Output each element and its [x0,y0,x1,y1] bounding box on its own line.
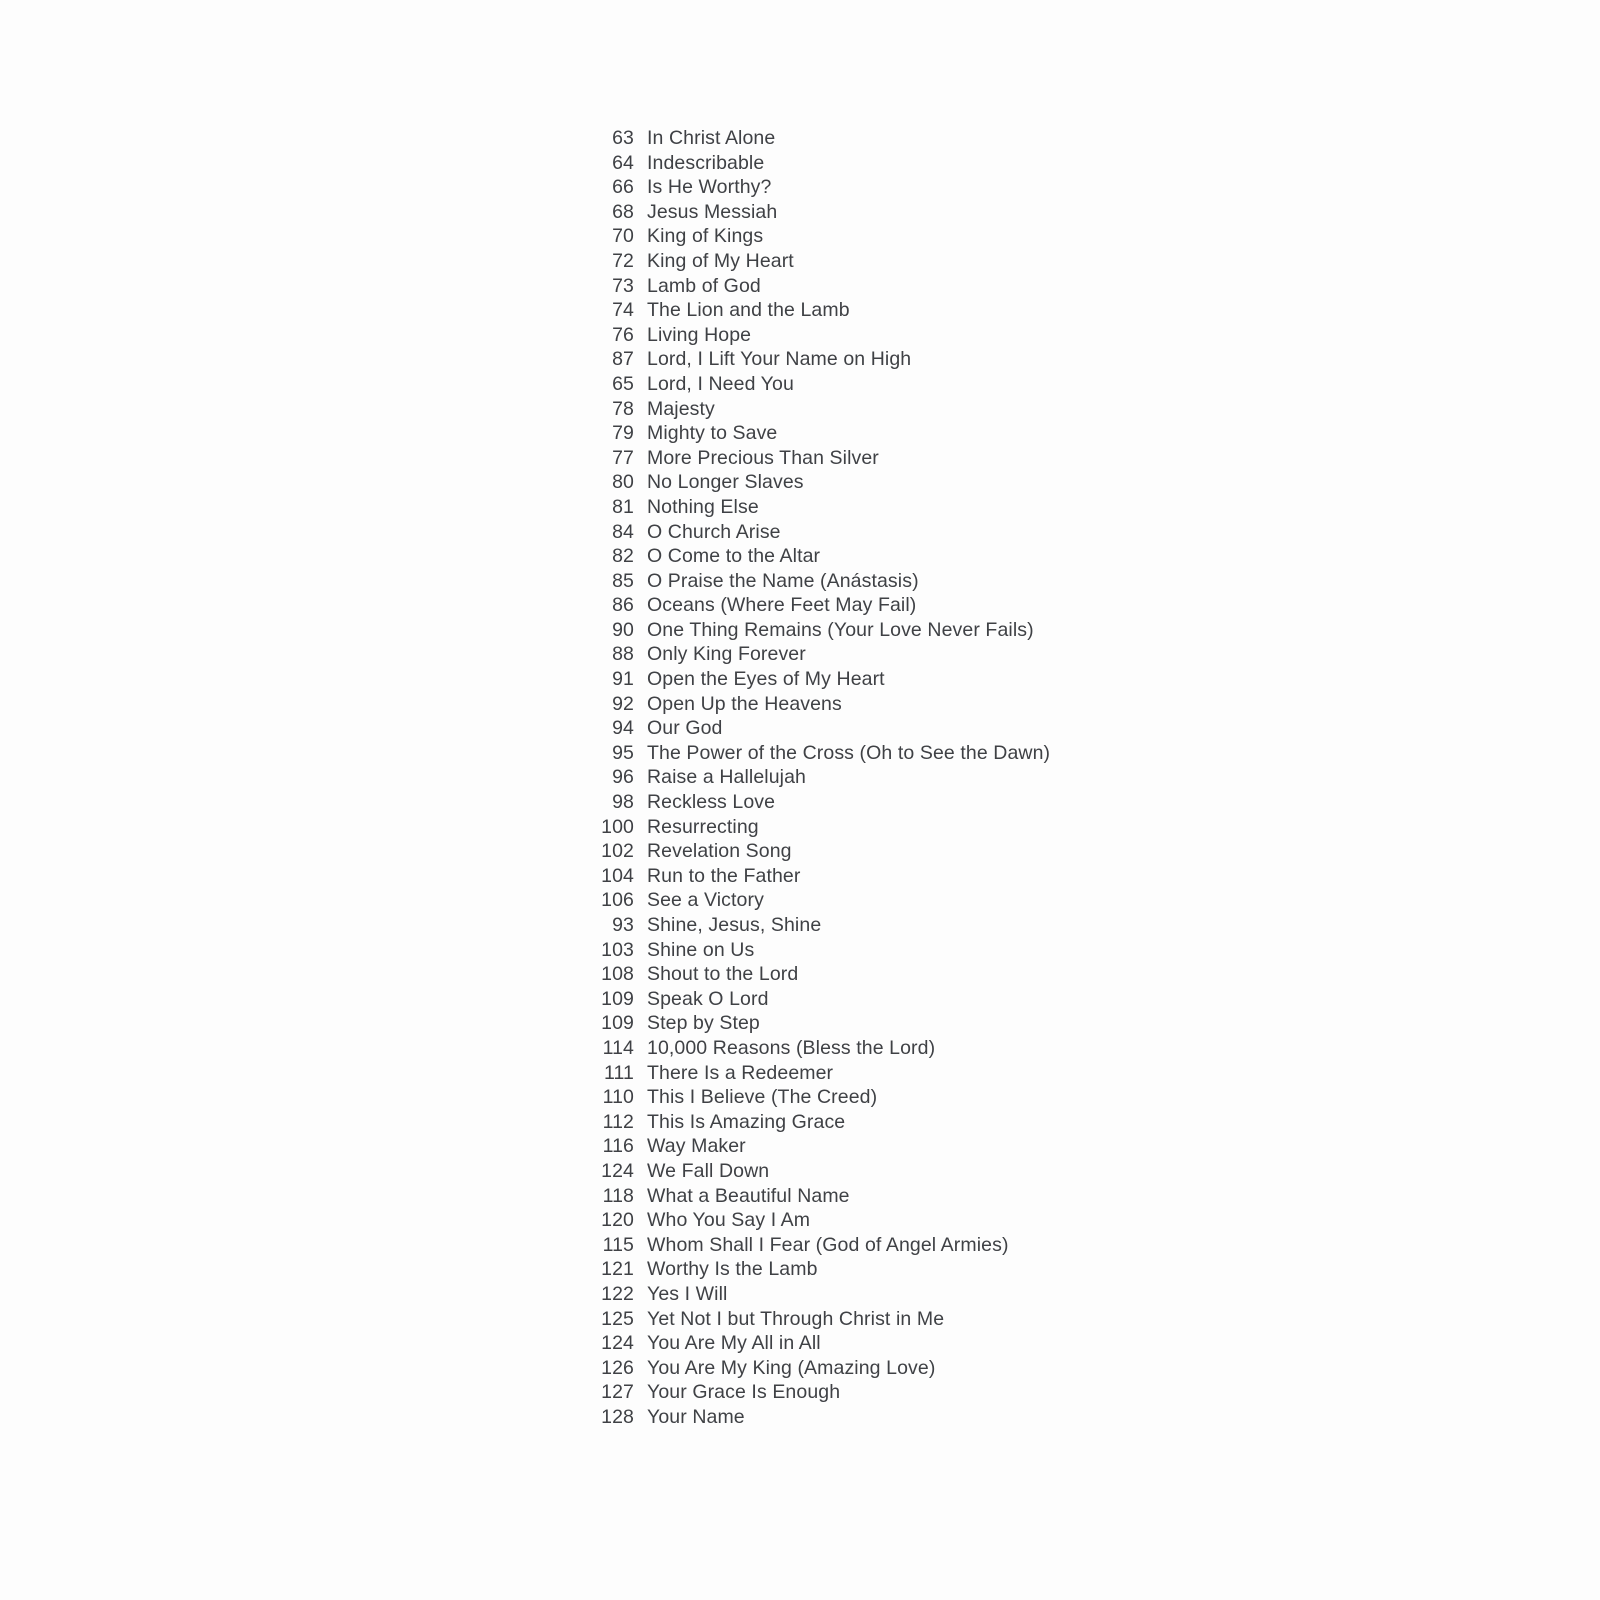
index-entry-title: There Is a Redeemer [647,1061,834,1084]
index-entry-page-number: 96 [612,766,634,789]
index-entry-page-number: 124 [601,1332,634,1355]
index-entry-page-number: 126 [601,1356,634,1379]
index-entry [588,839,1388,864]
index-entry-page-number: 106 [601,889,634,912]
index-entry-title: Lamb of God [647,274,761,297]
index-entry [588,1380,1388,1405]
index-entry-title: Who You Say I Am [647,1209,811,1232]
index-entry-title: You Are My King (Amazing Love) [647,1356,936,1379]
index-entry [588,1257,1388,1282]
index-entry-page-number: 90 [612,618,634,641]
index-entry-page-number: 73 [612,274,634,297]
index-entry [588,864,1388,889]
index-entry-title: Oceans (Where Feet May Fail) [647,594,917,617]
index-entry-page-number: 78 [612,397,634,420]
index-entry-title: Revelation Song [647,840,792,863]
index-entry-page-number: 80 [612,471,634,494]
index-entry [588,1061,1388,1086]
index-entry-title: This I Believe (The Creed) [647,1086,878,1109]
index-entry [588,765,1388,790]
index-entry-page-number: 91 [612,668,634,691]
index-entry-title: Shine, Jesus, Shine [647,914,822,936]
index-entry [588,1036,1388,1061]
index-entry-page-number: 125 [601,1307,634,1330]
index-entry-title: Open Up the Heavens [647,692,842,715]
index-entry [588,1159,1388,1184]
index-entry-page-number: 109 [601,987,634,1010]
index-entry-title: O Come to the Altar [647,545,821,568]
index-entry [588,1011,1388,1036]
index-entry-title: Reckless Love [647,791,776,814]
index-entry [588,1184,1388,1209]
index-entry [588,888,1388,913]
index-entry [588,1282,1388,1307]
index-entry-title: Run to the Father [647,864,801,887]
index-entry-title: Yes I Will [647,1282,728,1305]
index-entry-title: Living Hope [647,323,752,346]
index-entry [588,200,1388,225]
index-entry-title: We Fall Down [647,1159,770,1182]
index-entry-title: You Are My All in All [647,1332,821,1355]
index-entry [588,1405,1388,1430]
index-entry-page-number: 128 [601,1405,634,1428]
index-entry-title: This Is Amazing Grace [647,1110,846,1133]
index-entry-page-number: 94 [612,717,634,740]
index-entry [588,446,1388,471]
index-entry-page-number: 115 [602,1233,634,1256]
index-entry-title: The Power of the Cross (Oh to See the Dawn) [647,741,1051,764]
index-entry [588,224,1388,249]
index-entry-title: Open the Eyes of My Heart [647,668,885,691]
index-entry [588,1110,1388,1135]
index-entry-page-number: 74 [612,299,634,322]
index-entry-title: Nothing Else [647,495,759,518]
index-entry-title: Worthy Is the Lamb [647,1258,818,1281]
index-entry-title: Your Grace Is Enough [647,1381,841,1404]
index-entry-title: King of Kings [647,225,764,248]
index-entry-title: O Church Arise [647,520,781,543]
song-index-list [588,126,1388,1429]
index-entry-page-number: 108 [601,963,634,986]
index-entry-page-number: 88 [612,643,634,666]
index-entry [588,544,1388,569]
index-entry [588,126,1388,151]
index-entry-title: Raise a Hallelujah [647,766,806,789]
index-entry-page-number: 82 [612,545,634,568]
index-entry-page-number: 109 [601,1012,634,1035]
index-entry-title: Whom Shall I Fear (God of Angel Armies) [647,1233,1009,1256]
index-entry-page-number: 124 [601,1159,634,1182]
index-entry [588,593,1388,618]
index-entry [588,642,1388,667]
index-entry [588,938,1388,963]
index-entry-page-number: 84 [612,520,634,543]
index-entry [588,1307,1388,1332]
index-entry-page-number: 112 [602,1110,634,1133]
index-entry [588,741,1388,766]
index-entry [588,716,1388,741]
index-entry-title: 10,000 Reasons (Bless the Lord) [647,1036,936,1059]
index-entry [588,1331,1388,1356]
index-entry-page-number: 85 [612,569,634,592]
index-entry-page-number: 92 [612,692,634,715]
index-entry-title: Only King Forever [647,643,806,666]
index-entry-page-number: 102 [601,840,634,863]
index-entry-title: Step by Step [647,1012,760,1035]
index-entry-title: See a Victory [647,889,764,912]
index-entry-page-number: 79 [612,422,634,445]
index-entry [588,495,1388,520]
index-entry-page-number: 121 [601,1258,634,1281]
index-entry-title: Shout to the Lord [647,963,799,986]
index-entry-page-number: 122 [601,1282,634,1305]
index-entry-title: Yet Not I but Through Christ in Me [647,1307,945,1330]
index-entry-title: Resurrecting [647,815,759,838]
index-entry [588,1085,1388,1110]
index-entry [588,692,1388,717]
index-entry-title: In Christ Alone [647,127,776,149]
index-entry-page-number: 93 [612,914,634,936]
index-entry-page-number: 116 [602,1135,634,1158]
index-entry-page-number: 120 [601,1209,634,1232]
index-entry-page-number: 103 [601,938,634,961]
index-entry-page-number: 76 [612,323,634,346]
index-entry-title: Is He Worthy? [647,176,772,199]
index-entry-page-number: 70 [612,225,634,248]
index-entry-title: Our God [647,717,723,740]
index-entry-page-number: 65 [612,372,634,395]
index-entry [588,274,1388,299]
index-entry-title: One Thing Remains (Your Love Never Fails) [647,618,1034,641]
index-entry-page-number: 87 [612,348,634,371]
index-entry-title: Indescribable [647,151,765,174]
index-entry [588,987,1388,1012]
index-entry [588,1356,1388,1381]
index-entry-page-number: 86 [612,594,634,617]
index-entry-title: Lord, I Need You [647,372,794,395]
index-entry [588,151,1388,176]
index-entry [588,1233,1388,1258]
index-entry [588,175,1388,200]
index-entry [588,962,1388,987]
index-entry-page-number: 68 [612,200,634,223]
index-entry-title: Lord, I Lift Your Name on High [647,348,912,371]
index-entry-title: Mighty to Save [647,422,778,445]
index-entry-title: More Precious Than Silver [647,446,879,469]
index-entry-page-number: 100 [601,815,634,838]
index-entry-title: The Lion and the Lamb [647,299,850,322]
index-entry-page-number: 127 [601,1381,634,1404]
index-entry-title: O Praise the Name (Anástasis) [647,569,919,592]
index-entry-page-number: 114 [602,1036,634,1059]
index-entry [588,421,1388,446]
index-entry [588,618,1388,643]
index-entry-page-number: 81 [612,495,634,518]
index-entry-title: What a Beautiful Name [647,1184,850,1207]
index-entry-page-number: 110 [602,1086,634,1109]
index-entry [588,397,1388,422]
index-entry-page-number: 98 [612,791,634,814]
index-entry-page-number: 77 [612,446,634,469]
index-entry-title: Your Name [647,1405,745,1428]
index-entry [588,569,1388,594]
index-entry [588,323,1388,348]
index-entry-title: Majesty [647,397,715,420]
index-entry-page-number: 95 [612,741,634,764]
index-entry-title: Way Maker [647,1135,746,1158]
index-entry [588,298,1388,323]
index-entry-page-number: 104 [601,864,634,887]
index-entry [588,249,1388,274]
index-entry [588,790,1388,815]
index-entry-page-number: 63 [612,127,634,149]
index-entry [588,1208,1388,1233]
index-entry [588,347,1388,372]
index-entry-title: Shine on Us [647,938,755,961]
index-entry-title: Speak O Lord [647,987,769,1010]
index-entry-page-number: 66 [612,176,634,199]
index-entry-page-number: 64 [612,151,634,174]
index-entry-page-number: 118 [602,1184,634,1207]
index-entry-title: No Longer Slaves [647,471,804,494]
index-entry [588,372,1388,397]
index-entry-page-number: 111 [604,1061,634,1084]
index-entry [588,667,1388,692]
index-entry [588,520,1388,545]
index-entry [588,815,1388,840]
index-entry-page-number: 72 [612,249,634,272]
index-entry [588,470,1388,495]
index-entry-title: King of My Heart [647,249,794,272]
index-entry [588,1134,1388,1159]
index-entry-title: Jesus Messiah [647,200,778,223]
index-entry [588,913,1388,938]
